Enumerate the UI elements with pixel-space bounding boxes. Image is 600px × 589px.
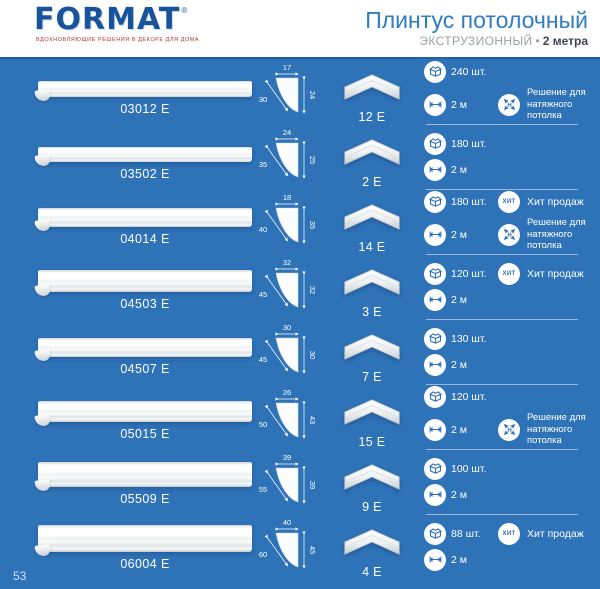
dim-diagonal: 50: [258, 420, 268, 429]
corner-label: 15 E: [358, 435, 386, 449]
length-line: [420, 412, 594, 448]
length-line: [420, 289, 594, 311]
stretch-ceiling-label: Решение для натяжного потолка: [527, 411, 586, 447]
dim-top: 18: [282, 193, 292, 202]
profile-shape: [276, 273, 298, 307]
length-icon: [424, 94, 446, 116]
cross-section-diagram: [252, 321, 320, 379]
quantity-per-box: 120 шт.: [451, 267, 487, 280]
corner-piece: [334, 266, 410, 319]
plinth-strip: [38, 338, 252, 357]
corner-piece-image: [340, 526, 404, 558]
quantity-line: [420, 191, 594, 213]
quantity-per-box: 180 шт.: [451, 137, 487, 150]
hit-badge-icon: [498, 263, 520, 285]
hit-label: Хит продаж: [527, 195, 584, 208]
registered-mark: ®: [181, 6, 188, 15]
format-logo: [34, 2, 200, 43]
corner-piece: [334, 461, 410, 514]
length-line: [420, 354, 594, 376]
quantity-per-box: 240 шт.: [451, 65, 487, 78]
length-icon: [424, 549, 446, 571]
plinth-strip: [38, 81, 252, 97]
profile-shape: [276, 403, 298, 437]
dim-diagonal: 40: [258, 225, 268, 234]
dim-height: 43: [308, 415, 317, 425]
length-line: [420, 87, 594, 123]
cross-section-diagram: [252, 516, 320, 574]
length-line: [420, 484, 594, 506]
plinth-strip: [38, 208, 252, 227]
dim-top: 39: [282, 453, 292, 462]
plinth-strip: [38, 270, 252, 292]
box-icon: [424, 61, 446, 83]
quantity-per-box: 100 шт.: [451, 462, 487, 475]
quantity-line: [420, 523, 594, 545]
length-value: 2 м: [451, 163, 467, 176]
page-number: 53: [13, 569, 27, 583]
length-value: 2 м: [451, 293, 467, 306]
corner-piece-image: [340, 396, 404, 428]
quantity-per-box: 120 шт.: [451, 390, 487, 403]
hit-badge-text: ХИТ: [502, 270, 516, 277]
stretch-ceiling-label: Решение для натяжного потолка: [527, 216, 586, 252]
product-info: [420, 189, 594, 254]
logo-text: FORMAT: [34, 2, 181, 37]
length-value: 2 м: [451, 358, 467, 371]
dim-top: 40: [282, 518, 292, 527]
length-value: 2 м: [451, 488, 467, 501]
plinth-strip: [38, 462, 252, 487]
cross-section-diagram: [252, 191, 320, 249]
corner-label: 7 E: [362, 370, 382, 384]
dim-height: 24: [308, 90, 317, 100]
stretch-ceiling-icon: [498, 419, 520, 441]
hit-badge-text: ХИТ: [502, 198, 516, 205]
product-info: [420, 59, 594, 124]
dim-top: 26: [282, 388, 292, 397]
dim-top: 30: [282, 323, 292, 332]
plinth-strip-image: [38, 458, 252, 506]
corner-piece: [334, 396, 410, 449]
corner-piece-image: [340, 71, 404, 103]
dim-diagonal: 30: [258, 95, 268, 104]
model-label: 04503 E: [120, 297, 170, 311]
corner-piece-image: [340, 266, 404, 298]
corner-label: 4 E: [362, 565, 382, 579]
length-value: 2 м: [451, 423, 467, 436]
dim-diagonal: 35: [258, 160, 268, 169]
product-info: [420, 514, 594, 579]
plinth-strip-image: [38, 198, 252, 246]
model-label: 06004 E: [120, 557, 170, 571]
product-row: [0, 124, 600, 189]
profile-shape: [276, 468, 298, 502]
profile-shape: [276, 143, 298, 177]
plinth-strip-image: [38, 263, 252, 311]
hit-badge-icon: [498, 523, 520, 545]
product-row: [0, 319, 600, 384]
corner-label: 9 E: [362, 500, 382, 514]
dim-height: 30: [308, 350, 317, 360]
plinth-strip: [38, 147, 252, 162]
box-icon: [424, 133, 446, 155]
quantity-per-box: 88 шт.: [451, 527, 481, 540]
model-label: 03012 E: [120, 102, 170, 116]
corner-label: 14 E: [358, 240, 386, 254]
box-icon: [424, 523, 446, 545]
dim-height: 45: [308, 545, 317, 555]
corner-piece: [334, 201, 410, 254]
length-icon: [424, 224, 446, 246]
product-rows: [0, 59, 600, 589]
corner-label: 12 E: [358, 110, 386, 124]
subtitle-type: ЭКСТРУЗИОННЫЙ: [419, 34, 533, 49]
product-row: [0, 189, 600, 254]
length-icon: [424, 289, 446, 311]
cross-section-diagram: [252, 386, 320, 444]
dim-top: 17: [282, 63, 292, 72]
quantity-per-box: 180 шт.: [451, 195, 487, 208]
product-info: [420, 254, 594, 319]
model-label: 04507 E: [120, 362, 170, 376]
stretch-ceiling-icon: [498, 224, 520, 246]
dim-height: 35: [308, 220, 317, 230]
length-value: 2 м: [451, 98, 467, 111]
quantity-line: [420, 458, 594, 480]
subtitle-separator: •: [535, 34, 540, 49]
subtitle-length: 2 метра: [542, 34, 588, 49]
cross-section-diagram: [252, 451, 320, 509]
hit-label: Хит продаж: [527, 267, 584, 280]
plinth-strip-image: [38, 68, 252, 116]
page-title: Плинтус потолочный: [365, 7, 588, 33]
profile-shape: [276, 208, 298, 242]
quantity-line: [420, 263, 594, 285]
product-row: [0, 384, 600, 449]
box-icon: [424, 458, 446, 480]
dim-height: 39: [308, 480, 317, 490]
stretch-ceiling-label: Решение для натяжного потолка: [527, 86, 586, 122]
hit-label: Хит продаж: [527, 527, 584, 540]
profile-shape: [276, 78, 298, 112]
length-icon: [424, 354, 446, 376]
length-line: [420, 549, 594, 571]
quantity-line: [420, 133, 594, 155]
cross-section-diagram: [252, 61, 320, 119]
dim-diagonal: 60: [258, 550, 268, 559]
stretch-icon-letter: Н: [506, 427, 512, 434]
length-value: 2 м: [451, 228, 467, 241]
plinth-strip-image: [38, 133, 252, 181]
catalog-body: [0, 57, 600, 589]
box-icon: [424, 328, 446, 350]
corner-label: 3 E: [362, 305, 382, 319]
dim-top: 32: [282, 258, 292, 267]
plinth-strip-image: [38, 523, 252, 571]
quantity-line: [420, 386, 594, 408]
product-row: [0, 254, 600, 319]
model-label: 05509 E: [120, 492, 170, 506]
dim-diagonal: 45: [258, 355, 268, 364]
dim-diagonal: 55: [258, 485, 268, 494]
product-row: [0, 59, 600, 124]
title-block: [365, 5, 588, 48]
product-row: [0, 449, 600, 514]
corner-piece: [334, 331, 410, 384]
corner-piece: [334, 526, 410, 579]
page-subtitle: [365, 34, 588, 48]
corner-piece-image: [340, 461, 404, 493]
plinth-strip-image: [38, 328, 252, 376]
dim-height: 25: [308, 155, 317, 165]
corner-piece: [334, 71, 410, 124]
dim-diagonal: 45: [258, 290, 268, 299]
model-label: 04014 E: [120, 232, 170, 246]
length-icon: [424, 159, 446, 181]
length-icon: [424, 419, 446, 441]
hit-badge-text: ХИТ: [502, 530, 516, 537]
corner-piece-image: [340, 201, 404, 233]
quantity-per-box: 130 шт.: [451, 332, 487, 345]
page-header: [0, 0, 600, 57]
stretch-icon-letter: Н: [506, 232, 512, 239]
product-info: [420, 319, 594, 384]
quantity-line: [420, 328, 594, 350]
length-line: [420, 217, 594, 253]
model-label: 03502 E: [120, 167, 170, 181]
cross-section-diagram: [252, 256, 320, 314]
profile-shape: [276, 533, 298, 567]
product-info: [420, 384, 594, 449]
corner-piece: [334, 136, 410, 189]
plinth-strip: [38, 525, 252, 552]
length-line: [420, 159, 594, 181]
corner-piece-image: [340, 136, 404, 168]
stretch-icon-letter: Н: [506, 102, 512, 109]
plinth-strip-image: [38, 393, 252, 441]
length-value: 2 м: [451, 553, 467, 566]
cross-section-diagram: [252, 126, 320, 184]
dim-height: 32: [308, 285, 317, 295]
box-icon: [424, 263, 446, 285]
corner-label: 2 E: [362, 175, 382, 189]
box-icon: [424, 386, 446, 408]
length-icon: [424, 484, 446, 506]
product-row: [0, 514, 600, 579]
logo-tagline: ВДОХНОВЛЯЮЩИЕ РЕШЕНИЯ В ДЕКОРЕ ДЛЯ ДОМА: [36, 37, 200, 43]
hit-badge-icon: [498, 191, 520, 213]
stretch-ceiling-icon: [498, 94, 520, 116]
profile-shape: [276, 338, 298, 372]
quantity-line: [420, 61, 594, 83]
dim-top: 24: [282, 128, 292, 137]
product-info: [420, 124, 594, 189]
model-label: 05015 E: [120, 427, 170, 441]
corner-piece-image: [340, 331, 404, 363]
product-info: [420, 449, 594, 514]
plinth-strip: [38, 401, 252, 422]
box-icon: [424, 191, 446, 213]
